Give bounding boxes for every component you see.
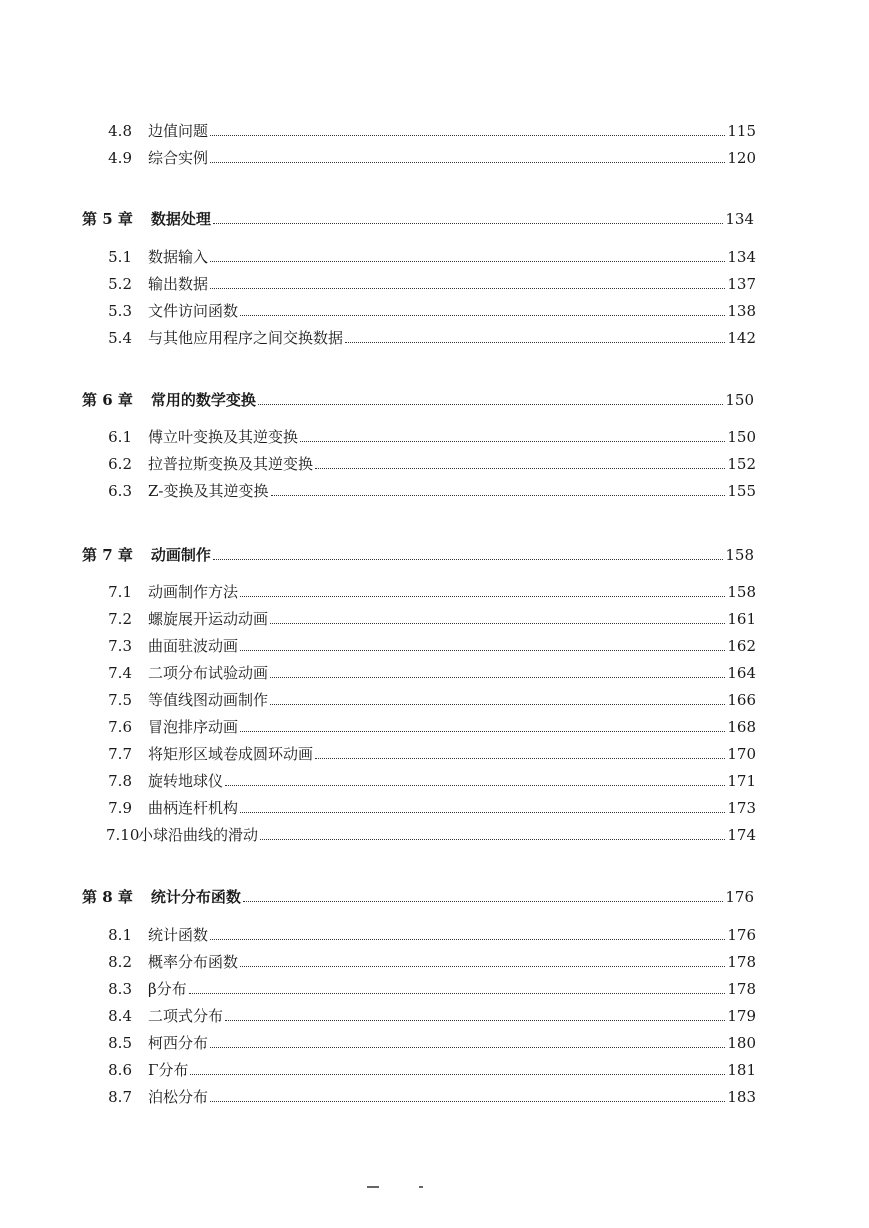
chapter-page-number: 134	[725, 210, 754, 228]
entry-title: 曲面驻波动画	[148, 637, 239, 655]
entry-title: 小球沿曲线的滑动	[138, 826, 259, 844]
toc-chapter-8[interactable]	[82, 884, 754, 906]
chapter-number: 第 7 章	[82, 546, 133, 564]
toc-chapter-6[interactable]	[82, 387, 754, 409]
dot-leader	[300, 441, 725, 442]
chapter-number: 第 5 章	[82, 210, 133, 228]
toc-chapter-7[interactable]	[82, 542, 754, 564]
entry-page-number: 178	[727, 980, 756, 998]
entry-title: Γ分布	[148, 1061, 189, 1079]
dot-leader	[240, 731, 725, 732]
entry-page-number: 174	[727, 826, 756, 844]
dot-leader	[225, 1020, 725, 1021]
entry-page-number: 170	[727, 745, 756, 763]
entry-page-number: 171	[727, 772, 756, 790]
dot-leader	[210, 261, 725, 262]
chapter-title: 常用的数学变换	[150, 391, 256, 409]
toc-entry-8-2[interactable]	[106, 949, 756, 971]
entry-number: 8.4	[108, 1007, 132, 1025]
entry-number: 8.1	[108, 926, 132, 944]
entry-title: Z-变换及其逆变换	[148, 482, 269, 500]
entry-title: 曲柄连杆机构	[148, 799, 239, 817]
entry-number: 7.9	[108, 799, 132, 817]
entry-number: 8.5	[108, 1034, 132, 1052]
entry-page-number: 158	[727, 583, 756, 601]
entry-number: 5.1	[108, 248, 132, 266]
dot-leader	[270, 677, 725, 678]
entry-number: 7.4	[108, 664, 132, 682]
dot-leader	[210, 135, 725, 136]
entry-page-number: 166	[727, 691, 756, 709]
dot-leader	[240, 966, 725, 967]
toc-entry-7-7[interactable]	[106, 741, 756, 763]
toc-entry-7-6[interactable]	[106, 714, 756, 736]
entry-number: 5.3	[108, 302, 132, 320]
entry-number: 6.1	[108, 428, 132, 446]
chapter-page-number: 176	[725, 888, 754, 906]
dot-leader	[345, 342, 725, 343]
toc-entry-8-5[interactable]	[106, 1030, 756, 1052]
toc-entry-7-2[interactable]	[106, 606, 756, 628]
entry-title: 将矩形区域卷成圆环动画	[148, 745, 314, 763]
dot-leader	[270, 704, 725, 705]
entry-page-number: 120	[727, 149, 756, 167]
dot-leader	[190, 1074, 725, 1075]
entry-page-number: 161	[727, 610, 756, 628]
entry-page-number: 137	[727, 275, 756, 293]
entry-page-number: 180	[727, 1034, 756, 1052]
entry-page-number: 176	[727, 926, 756, 944]
entry-number: 7.2	[108, 610, 132, 628]
entry-number: 7.6	[108, 718, 132, 736]
entry-number: 7.8	[108, 772, 132, 790]
entry-page-number: 168	[727, 718, 756, 736]
entry-title: 数据输入	[148, 248, 209, 266]
dot-leader	[270, 623, 725, 624]
toc-entry-7-1[interactable]	[106, 579, 756, 601]
toc-entry-4-9[interactable]	[106, 145, 756, 167]
toc-entry-7-4[interactable]	[106, 660, 756, 682]
dot-leader	[210, 288, 725, 289]
chapter-number: 第 8 章	[82, 888, 133, 906]
entry-page-number: 155	[727, 482, 756, 500]
dot-leader	[240, 812, 725, 813]
entry-title: 等值线图动画制作	[148, 691, 269, 709]
toc-entry-5-2[interactable]	[106, 271, 756, 293]
entry-number: 7.5	[108, 691, 132, 709]
dot-leader	[189, 993, 726, 994]
entry-title: 输出数据	[148, 275, 209, 293]
toc-entry-8-1[interactable]	[106, 922, 756, 944]
toc-entry-7-5[interactable]	[106, 687, 756, 709]
entry-page-number: 183	[727, 1088, 756, 1106]
entry-title: 冒泡排序动画	[148, 718, 239, 736]
entry-page-number: 138	[727, 302, 756, 320]
entry-number: 4.9	[108, 149, 132, 167]
toc-entry-7-3[interactable]	[106, 633, 756, 655]
toc-entry-7-9[interactable]	[106, 795, 756, 817]
entry-page-number: 173	[727, 799, 756, 817]
chapter-title: 动画制作	[150, 546, 211, 564]
toc-entry-5-1[interactable]	[106, 244, 756, 266]
entry-title: 文件访问函数	[148, 302, 239, 320]
entry-page-number: 181	[727, 1061, 756, 1079]
dot-leader	[315, 468, 725, 469]
entry-page-number: 134	[727, 248, 756, 266]
dot-leader	[213, 223, 723, 224]
dot-leader	[210, 1047, 725, 1048]
entry-page-number: 179	[727, 1007, 756, 1025]
entry-title: 旋转地球仪	[148, 772, 224, 790]
chapter-title: 数据处理	[150, 210, 211, 228]
entry-title: 概率分布函数	[148, 953, 239, 971]
entry-page-number: 162	[727, 637, 756, 655]
dot-leader	[243, 901, 723, 902]
entry-number: 8.6	[108, 1061, 132, 1079]
entry-number: 5.2	[108, 275, 132, 293]
dot-leader	[240, 315, 725, 316]
chapter-page-number: 158	[725, 546, 754, 564]
entry-number: 7.3	[108, 637, 132, 655]
entry-number: 7.7	[108, 745, 132, 763]
entry-page-number: 142	[727, 329, 756, 347]
entry-title: 傅立叶变换及其逆变换	[148, 428, 299, 446]
dot-leader	[271, 495, 726, 496]
dot-leader	[213, 559, 723, 560]
entry-page-number: 164	[727, 664, 756, 682]
dot-leader	[240, 596, 725, 597]
entry-page-number: 115	[727, 122, 756, 140]
entry-page-number: 178	[727, 953, 756, 971]
scan-artifact	[365, 1182, 435, 1192]
entry-title: 二项式分布	[148, 1007, 224, 1025]
scan-artifact-marks	[365, 1182, 435, 1192]
toc-entry-5-4[interactable]	[106, 325, 756, 347]
toc-entry-8-4[interactable]	[106, 1003, 756, 1025]
dot-leader	[315, 758, 725, 759]
entry-number: 8.2	[108, 953, 132, 971]
entry-number: 4.8	[108, 122, 132, 140]
entry-number: 5.4	[108, 329, 132, 347]
dot-leader	[210, 1101, 725, 1102]
entry-number: 8.7	[108, 1088, 132, 1106]
dot-leader	[210, 162, 725, 163]
entry-title: 柯西分布	[148, 1034, 209, 1052]
entry-number: 6.3	[108, 482, 132, 500]
entry-title: 统计函数	[148, 926, 209, 944]
toc-entry-7-8[interactable]	[106, 768, 756, 790]
entry-number: 7.10	[106, 826, 140, 844]
toc-entry-6-1[interactable]	[106, 424, 756, 446]
entry-title: 螺旋展开运动动画	[148, 610, 269, 628]
entry-title: 二项分布试验动画	[148, 664, 269, 682]
toc-entry-7-10[interactable]	[106, 822, 756, 844]
toc-entry-8-7[interactable]	[106, 1084, 756, 1106]
toc-entry-8-3[interactable]	[106, 976, 756, 998]
toc-entry-5-3[interactable]	[106, 298, 756, 320]
entry-title: 泊松分布	[148, 1088, 209, 1106]
entry-title: 拉普拉斯变换及其逆变换	[148, 455, 314, 473]
entry-title: 动画制作方法	[148, 583, 239, 601]
toc-chapter-5[interactable]	[82, 206, 754, 228]
dot-leader	[210, 939, 725, 940]
entry-number: 8.3	[108, 980, 132, 998]
dot-leader	[225, 785, 725, 786]
toc-entry-8-6[interactable]	[106, 1057, 756, 1079]
dot-leader	[260, 839, 725, 840]
entry-title: 综合实例	[148, 149, 209, 167]
entry-title: 与其他应用程序之间交换数据	[148, 329, 344, 347]
entry-page-number: 150	[727, 428, 756, 446]
dot-leader	[240, 650, 725, 651]
entry-number: 7.1	[108, 583, 132, 601]
dot-leader	[258, 404, 723, 405]
entry-page-number: 152	[727, 455, 756, 473]
toc-entry-6-2[interactable]	[106, 451, 756, 473]
chapter-number: 第 6 章	[82, 391, 133, 409]
entry-title: 边值问题	[148, 122, 209, 140]
chapter-page-number: 150	[725, 391, 754, 409]
chapter-title: 统计分布函数	[150, 888, 241, 906]
toc-entry-4-8[interactable]	[106, 118, 756, 140]
entry-title: β分布	[148, 980, 187, 998]
entry-number: 6.2	[108, 455, 132, 473]
toc-entry-6-3[interactable]	[106, 478, 756, 500]
